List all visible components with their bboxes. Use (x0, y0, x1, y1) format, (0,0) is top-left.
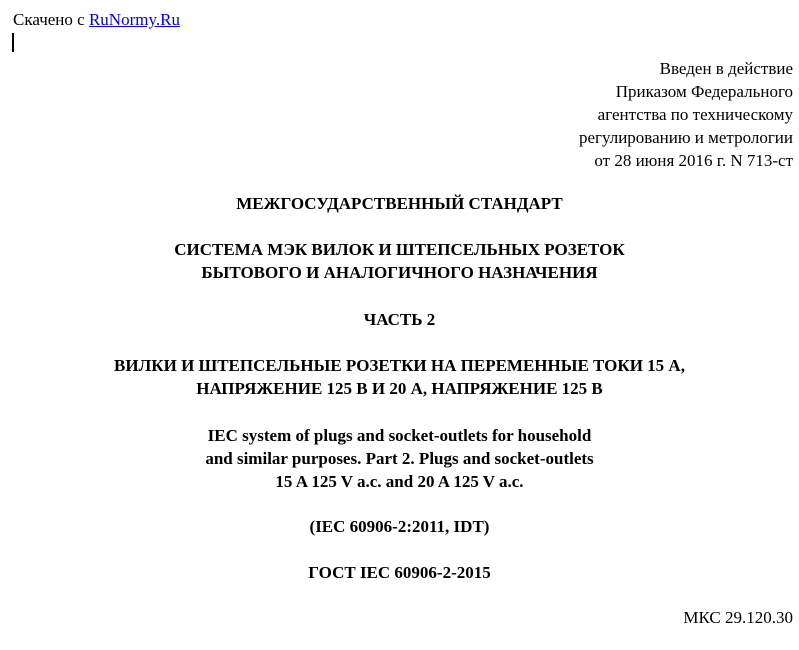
source-link[interactable]: RuNormy.Ru (88, 10, 180, 29)
title-ru (0, 238, 799, 284)
part-text: ЧАСТЬ 2 (363, 310, 436, 329)
iec-reference-text: (IEC 60906-2:2011, IDT) (309, 517, 490, 536)
mks-code: МКС 29.120.30 (683, 608, 793, 627)
approval-line: Введен в действие (659, 59, 793, 78)
title-en-line: 15 A 125 V a.c. and 20 A 125 V a.c. (275, 472, 524, 491)
approval-line: регулированию и метрологии (578, 128, 793, 147)
standard-type-text: МЕЖГОСУДАРСТВЕННЫЙ СТАНДАРТ (236, 194, 563, 213)
part-number (0, 308, 799, 331)
subtitle-ru-line: НАПРЯЖЕНИЕ 125 В И 20 А, НАПРЯЖЕНИЕ 125 В (196, 379, 603, 398)
title-ru-line: СИСТЕМА МЭК ВИЛОК И ШТЕПСЕЛЬНЫХ РОЗЕТОК (174, 240, 625, 259)
approval-line: Приказом Федерального (615, 82, 793, 101)
source-prefix: Скачено с (13, 10, 89, 29)
gost-text: ГОСТ IEC 60906-2-2015 (308, 563, 491, 582)
approval-line: агентства по техническому (597, 105, 793, 124)
text-cursor (12, 33, 14, 52)
title-ru-line: БЫТОВОГО И АНАЛОГИЧНОГО НАЗНАЧЕНИЯ (201, 263, 598, 282)
title-en-line: and similar purposes. Part 2. Plugs and socket-outlets (205, 449, 594, 468)
approval-block (579, 57, 793, 172)
subtitle-ru-line: ВИЛКИ И ШТЕПСЕЛЬНЫЕ РОЗЕТКИ НА ПЕРЕМЕННЫЕ ТОКИ 15 А, (114, 356, 685, 375)
standard-type (0, 192, 799, 215)
title-en (0, 424, 799, 493)
gost-designation (0, 561, 799, 584)
approval-line: от 28 июня 2016 г. N 713-ст (594, 151, 793, 170)
source-line (13, 9, 180, 30)
title-en-line: IEC system of plugs and socket-outlets for household (207, 426, 592, 445)
iec-reference (0, 515, 799, 538)
subtitle-ru (0, 354, 799, 400)
